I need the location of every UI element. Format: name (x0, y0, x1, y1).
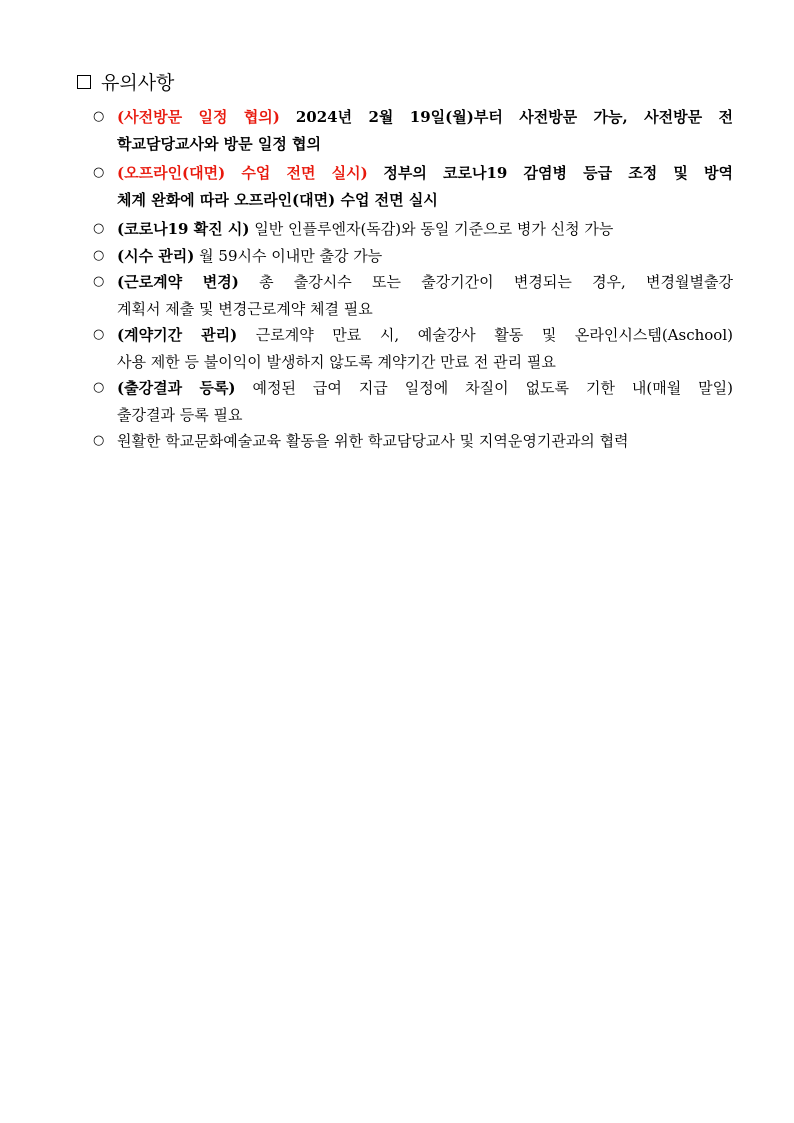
item-line-2: 사용 제한 등 불이익이 발생하지 않도록 계약기간 만료 전 관리 필요 (117, 352, 556, 371)
circle-bullet-icon: ○ (93, 109, 105, 124)
item-line-2: 체계 완화에 따라 오프라인(대면) 수업 전면 실시 (117, 190, 438, 209)
list-item (93, 104, 733, 157)
item-label: (오프라인(대면) 수업 전면 실시) (117, 164, 368, 182)
checkbox-square-icon (77, 75, 91, 89)
item-label: (근로계약 변경) (117, 273, 239, 291)
circle-bullet-icon: ○ (93, 247, 105, 263)
list-item (93, 322, 733, 375)
list-item (93, 243, 733, 270)
item-line-1 (117, 243, 733, 270)
item-label: (사전방문 일정 협의) (117, 108, 280, 126)
section-heading (77, 68, 174, 95)
list-item (93, 269, 733, 322)
list-item (93, 428, 733, 455)
item-text: 월 59시수 이내만 출강 가능 (199, 246, 383, 265)
circle-bullet-icon: ○ (93, 165, 105, 180)
item-line-1 (117, 322, 733, 349)
item-line-1 (117, 160, 733, 187)
item-text: 2024년 2월 19일(월)부터 사전방문 가능, 사전방문 전 (295, 108, 733, 126)
item-label: (출강결과 등록) (117, 379, 236, 397)
item-label: (시수 관리) (117, 246, 195, 265)
section-title: 유의사항 (101, 72, 175, 94)
item-text: 총 출강시수 또는 출강기간이 변경되는 경우, 변경월별출강 (259, 273, 733, 291)
item-line-1 (117, 104, 733, 131)
list-item (93, 160, 733, 213)
circle-bullet-icon: ○ (93, 433, 105, 448)
item-line-1 (117, 216, 733, 243)
item-line-1 (117, 269, 733, 296)
item-line-2: 출강결과 등록 필요 (117, 405, 243, 424)
list-item (93, 216, 733, 243)
circle-bullet-icon: ○ (93, 380, 105, 395)
item-line-2: 계획서 제출 및 변경근로계약 체결 필요 (117, 299, 373, 318)
item-text: 근로계약 만료 시, 예술강사 활동 및 온라인시스템(Aschool) (255, 326, 733, 344)
item-text: 정부의 코로나19 감염병 등급 조정 및 방역 (383, 164, 733, 182)
list-item (93, 375, 733, 428)
item-line-2: 학교담당교사와 방문 일정 협의 (117, 134, 322, 153)
circle-bullet-icon: ○ (93, 327, 105, 342)
notice-list (93, 104, 733, 455)
item-text: 일반 인플루엔자(독감)와 동일 기준으로 병가 신청 가능 (254, 220, 614, 238)
item-line-1 (117, 375, 733, 402)
item-text: 예정된 급여 지급 일정에 차질이 없도록 기한 내(매월 말일) (252, 379, 733, 397)
item-label: (코로나19 확진 시) (117, 220, 250, 238)
item-line-1: 원활한 학교문화예술교육 활동을 위한 학교담당교사 및 지역운영기관과의 협력 (117, 432, 629, 450)
circle-bullet-icon: ○ (93, 274, 105, 289)
circle-bullet-icon: ○ (93, 221, 105, 236)
item-label: (계약기간 관리) (117, 326, 238, 344)
